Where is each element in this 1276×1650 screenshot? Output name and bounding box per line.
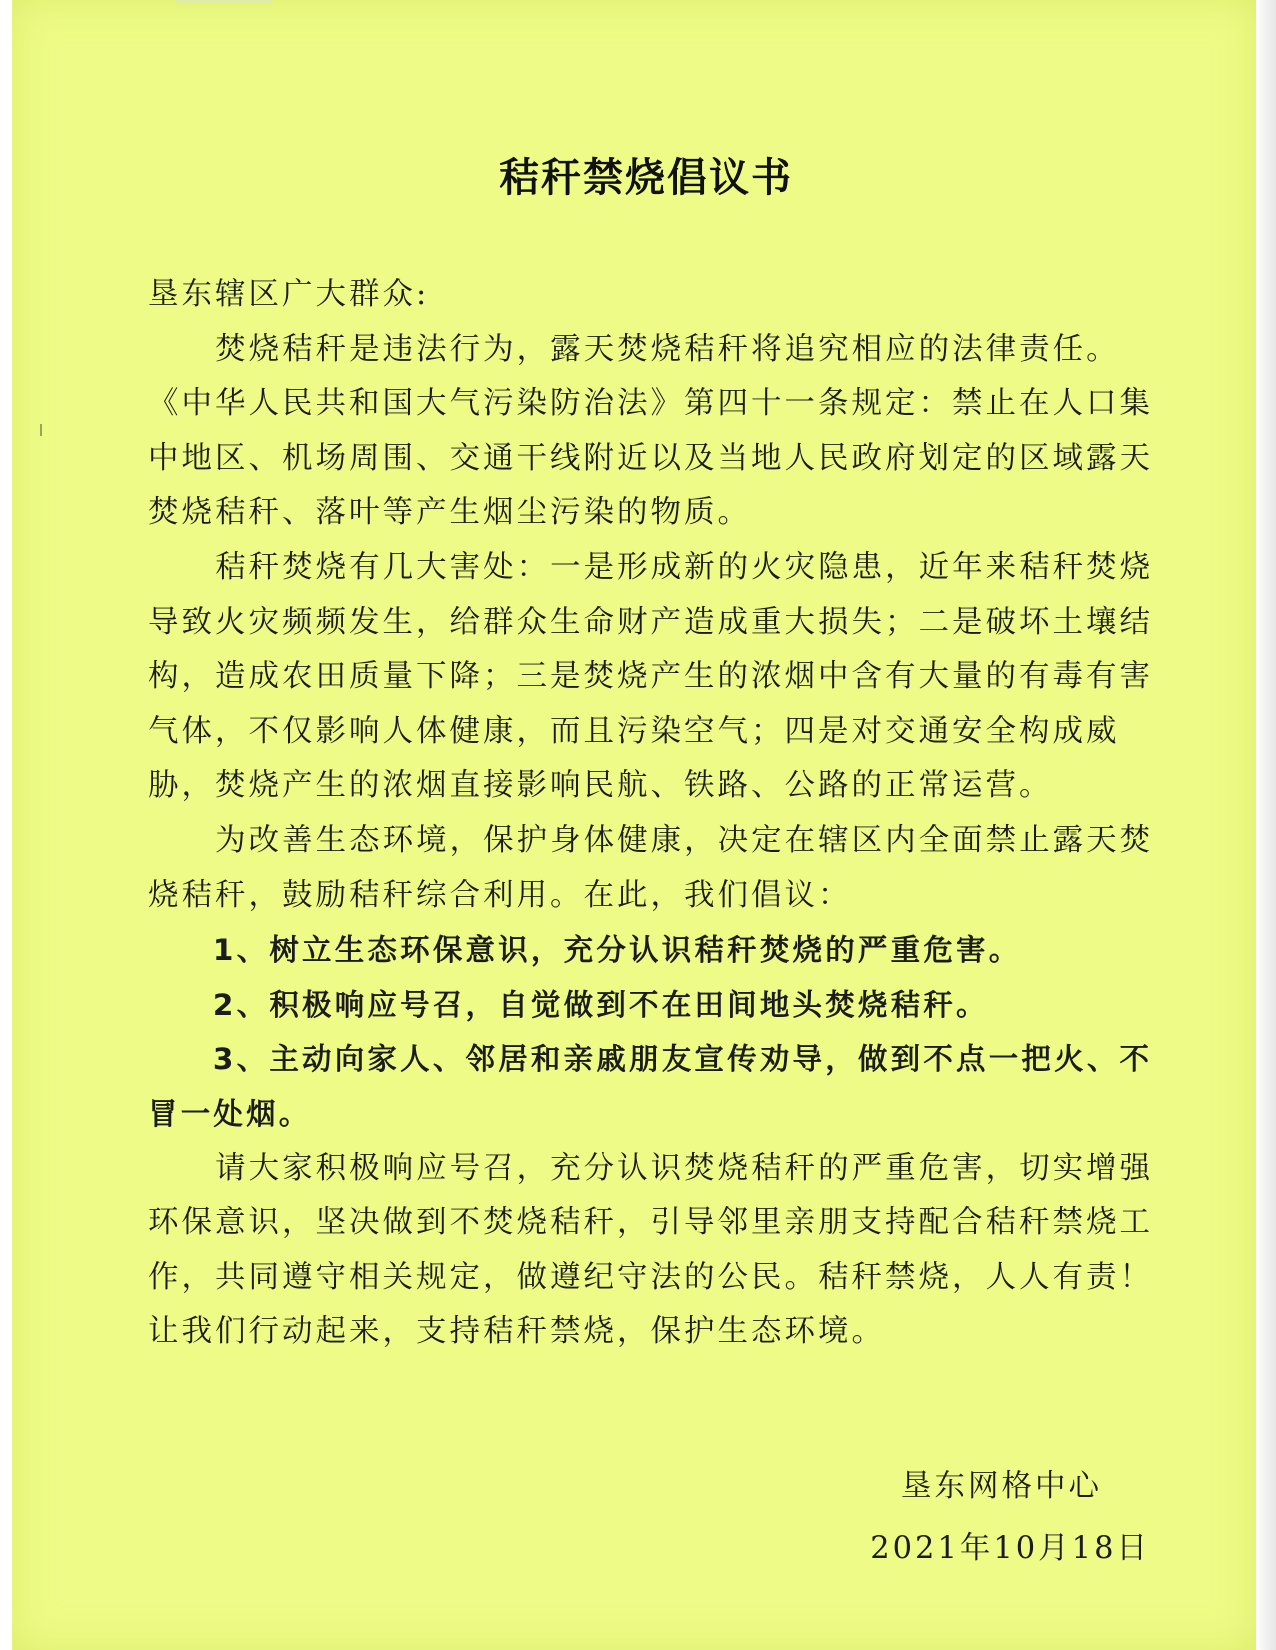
paragraph-closing: 请大家积极响应号召，充分认识焚烧秸秆的严重危害，切实增强环保意识，坚决做到不焚烧秸秆，引导邻里亲朋支持配合秸秆禁烧工作，共同遵守相关规定，做遵纪守法的公民。秸秆禁烧，人人有责！让我们行动起来，支持秸秆禁烧，保护生态环境。 — [148, 1150, 1154, 1350]
proposal-item-1: 1、树立生态环保意识，充分认识秸秆焚烧的严重危害。 — [212, 933, 1022, 968]
paragraph-law: 焚烧秸秆是违法行为，露天焚烧秸秆将追究相应的法律责任。《中华人民共和国大气污染防治法》第四十一条规定：禁止在人口集中地区、机场周围、交通干线附近以及当地人民政府划定的区域露天焚烧秸秆、落叶等产生烟尘污染的物质。 — [148, 331, 1153, 531]
paragraph-harms: 秸秆焚烧有几大害处：一是形成新的火灾隐患，近年来秸秆焚烧导致火灾频频发生，给群众生命财产造成重大损失；二是破坏土壤结构，造成农田质量下降；三是焚烧产生的浓烟中含有大量的有毒有害气体，不仅影响人体健康，而且污染空气；四是对交通安全构成威胁，焚烧产生的浓烟直接影响民航、铁路、公路的正常运营。 — [148, 549, 1154, 804]
proposal-item-3: 3、主动向家人、邻居和亲戚朋友宣传劝导，做到不点一把火、不冒一处烟。 — [148, 1042, 1153, 1131]
signature-block — [870, 1456, 1150, 1580]
document-body — [148, 268, 1160, 1360]
signature-organization: 垦东网格中心 — [901, 1469, 1102, 1504]
signature-date: 2021年10月18日 — [870, 1531, 1150, 1566]
scan-mark — [176, 0, 272, 4]
document-title: 秸秆禁烧倡议书 — [499, 155, 793, 201]
proposal-item-2: 2、积极响应号召，自觉做到不在田间地头焚烧秸秆。 — [212, 987, 989, 1022]
scan-speck — [40, 424, 42, 436]
salutation: 垦东辖区广大群众: — [148, 277, 430, 312]
scan-edge — [1256, 0, 1276, 1650]
paragraph-proposal: 为改善生态环境，保护身体健康，决定在辖区内全面禁止露天焚烧秸秆，鼓励秸秆综合利用。在此，我们倡议： — [148, 822, 1154, 913]
